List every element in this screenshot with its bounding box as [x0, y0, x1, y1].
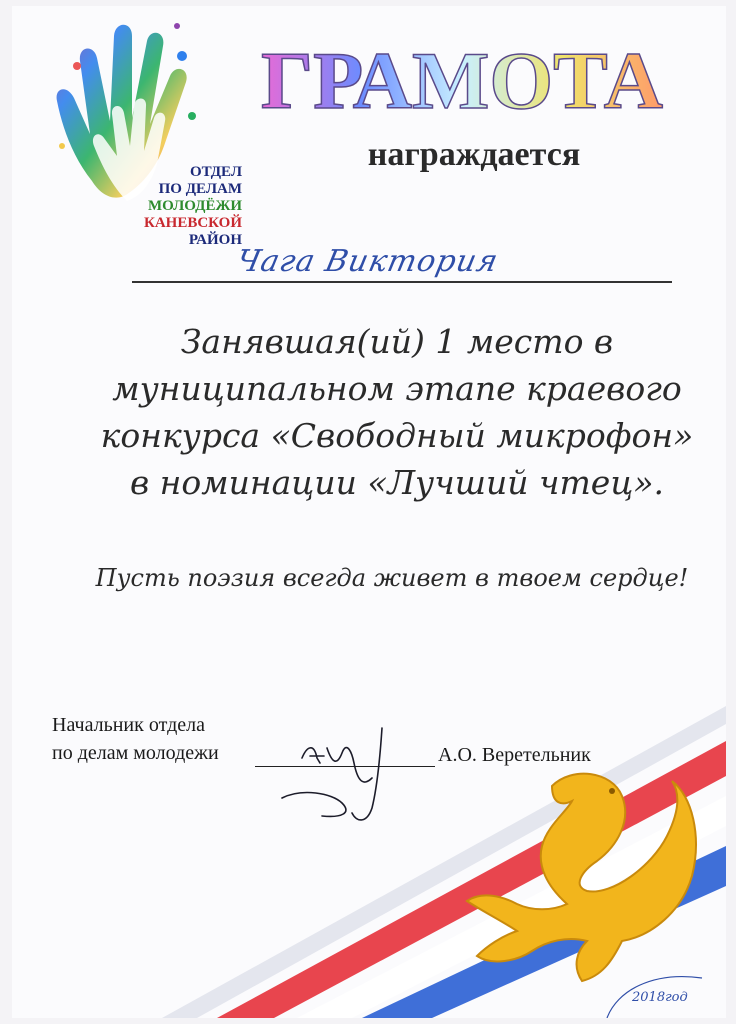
logo-caption	[72, 164, 242, 249]
certificate-page	[12, 6, 726, 1018]
logo-line: ПО ДЕЛАМ	[158, 181, 242, 197]
description-line: в номинации «Лучший чтец».	[129, 463, 665, 502]
wish-text: Пусть поэзия всегда живет в твоем сердце!	[95, 564, 689, 592]
year-label: 2018год	[632, 990, 688, 1005]
position-line: Начальник отдела	[52, 714, 205, 736]
position-line: по делам молодежи	[52, 742, 219, 764]
signatory-position	[52, 711, 219, 767]
description-line: конкурса «Свободный микрофон»	[100, 416, 694, 455]
logo-line: КАНЕВСКОЙ	[143, 215, 242, 231]
handwritten-signature	[262, 718, 412, 838]
logo-line: РАЙОН	[188, 232, 242, 248]
certificate-title	[242, 28, 682, 128]
description-line: Занявшая(ий) 1 место в	[180, 322, 614, 361]
name-underline	[132, 281, 672, 283]
signatory-name: А.О. Веретельник	[438, 744, 591, 766]
logo-line: ОТДЕЛ	[189, 164, 242, 180]
recipient-name: Чага Виктория	[233, 244, 502, 279]
awarded-label: награждается	[367, 136, 581, 173]
title-text: ГРАМОТА	[261, 35, 663, 126]
description-line: муниципальном этапе краевого	[112, 369, 682, 408]
logo-line: МОЛОДЁЖИ	[148, 198, 242, 214]
award-description	[72, 318, 722, 506]
